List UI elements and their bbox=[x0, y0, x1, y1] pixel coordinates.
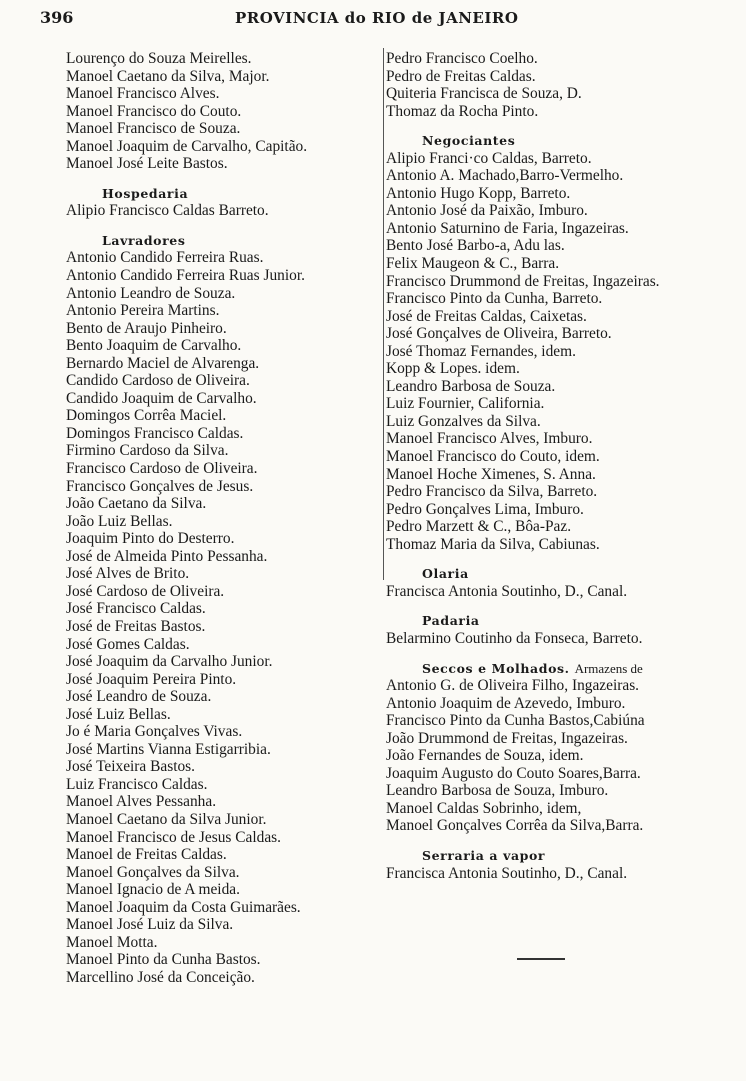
directory-entry: Candido Cardoso de Oliveira. bbox=[66, 372, 250, 390]
directory-entry: Domingos Francisco Caldas. bbox=[66, 424, 244, 442]
end-rule bbox=[517, 958, 565, 960]
directory-entry: Belarmino Coutinho da Fonseca, Barreto. bbox=[386, 629, 643, 647]
section-heading bbox=[386, 612, 716, 630]
section-heading-text: Padaria bbox=[422, 613, 480, 629]
directory-entry: José Gomes Caldas. bbox=[66, 635, 190, 653]
directory-entry: Luiz Gonzalves da Silva. bbox=[386, 412, 541, 430]
section-heading bbox=[386, 660, 716, 678]
directory-entry: João Luiz Bellas. bbox=[66, 512, 173, 530]
directory-entry: Francisca Antonia Soutinho, D., Canal. bbox=[386, 582, 628, 600]
directory-entry: Felix Maugeon & C., Barra. bbox=[386, 255, 560, 273]
directory-entry: Manoel Francisco Alves, Imburo. bbox=[386, 430, 593, 448]
directory-entry: José Joaquim da Carvalho Junior. bbox=[66, 653, 273, 671]
section-heading-text: Seccos e Molhados. bbox=[422, 660, 570, 676]
section-heading-text: Hospedaria bbox=[102, 185, 189, 201]
directory-entry: Manoel Joaquim da Costa Guimarães. bbox=[66, 898, 301, 916]
directory-entry: João Caetano da Silva. bbox=[66, 495, 207, 513]
section-heading bbox=[66, 185, 382, 203]
directory-entry: Candido Joaquim de Carvalho. bbox=[66, 389, 257, 407]
directory-entry: Firmino Cardoso da Silva. bbox=[66, 442, 229, 460]
directory-entry: José Alves de Brito. bbox=[66, 565, 190, 583]
directory-entry: Francisco Pinto da Cunha, Barreto. bbox=[386, 290, 603, 308]
directory-entry: Bernardo Maciel de Alvarenga. bbox=[66, 354, 260, 372]
directory-entry: Joaquim Augusto do Couto Soares,Barra. bbox=[386, 764, 641, 782]
directory-entry: Antonio Saturnino de Faria, Ingazeiras. bbox=[386, 219, 629, 237]
section-heading-text: Olaria bbox=[422, 566, 469, 582]
directory-entry: Francisca Antonia Soutinho, D., Canal. bbox=[386, 864, 628, 882]
directory-entry: Manoel Gonçalves Corrêa da Silva,Barra. bbox=[386, 817, 644, 835]
directory-entry: Francisco Gonçalves de Jesus. bbox=[66, 477, 254, 495]
directory-entry: José Luiz Bellas. bbox=[66, 705, 171, 723]
directory-entry: José de Almeida Pinto Pessanha. bbox=[66, 547, 268, 565]
directory-entry: Manoel Caetano da Silva Junior. bbox=[66, 810, 267, 828]
directory-entry: Pedro Francisco da Silva, Barreto. bbox=[386, 483, 598, 501]
directory-entry: Leandro Barbosa de Souza, Imburo. bbox=[386, 782, 609, 800]
directory-entry: José Francisco Caldas. bbox=[66, 600, 206, 618]
directory-entry: Manoel Francisco Alves. bbox=[66, 85, 220, 103]
directory-entry: Kopp & Lopes. idem. bbox=[386, 360, 520, 378]
section-heading-text: Lavradores bbox=[102, 232, 186, 248]
column-divider bbox=[383, 48, 384, 580]
directory-entry: Manoel José Luiz da Silva. bbox=[66, 916, 234, 934]
directory-entry: Manoel Caldas Sobrinho, idem, bbox=[386, 799, 582, 817]
directory-entry: Manoel Francisco do Couto, idem. bbox=[386, 448, 600, 466]
directory-entry: Antonio A. Machado,Barro-Vermelho. bbox=[386, 167, 624, 185]
directory-entry: Francisco Pinto da Cunha Bastos,Cabiúna bbox=[386, 712, 645, 730]
directory-entry: Manoel Pinto da Cunha Bastos. bbox=[66, 951, 261, 969]
directory-entry: Manoel Francisco do Couto. bbox=[66, 102, 242, 120]
directory-entry: Domingos Corrêa Maciel. bbox=[66, 407, 227, 425]
directory-entry: Manoel Caetano da Silva, Major. bbox=[66, 67, 270, 85]
directory-entry: Manoel Francisco de Jesus Caldas. bbox=[66, 828, 281, 846]
directory-entry: Bento de Araujo Pinheiro. bbox=[66, 319, 227, 337]
directory-entry: Bento José Barbo-a, Adu las. bbox=[386, 237, 565, 255]
directory-entry: Alipio Francisco Caldas Barreto. bbox=[66, 202, 269, 220]
directory-entry: Pedro de Freitas Caldas. bbox=[386, 67, 536, 85]
directory-entry: José Leandro de Souza. bbox=[66, 688, 212, 706]
directory-entry: Manoel Motta. bbox=[66, 933, 158, 951]
directory-entry: Manoel José Leite Bastos. bbox=[66, 155, 228, 173]
directory-entry: Antonio Hugo Kopp, Barreto. bbox=[386, 184, 571, 202]
directory-entry: Thomaz Maria da Silva, Cabiunas. bbox=[386, 535, 600, 553]
directory-entry: Quiteria Francisca de Souza, D. bbox=[386, 85, 582, 103]
section-heading bbox=[66, 232, 382, 250]
directory-entry: Lourenço do Souza Meirelles. bbox=[66, 50, 252, 67]
section-heading-extra: Armazens de bbox=[574, 660, 643, 676]
directory-entry: Pedro Marzett & C., Bôa-Paz. bbox=[386, 518, 572, 536]
page-number: 396 bbox=[40, 8, 74, 27]
directory-entry: Manoel Hoche Ximenes, S. Anna. bbox=[386, 465, 596, 483]
directory-entry: Alipio Franci·co Caldas, Barreto. bbox=[386, 149, 592, 167]
directory-entry: José Cardoso de Oliveira. bbox=[66, 582, 225, 600]
directory-entry: Antonio Joaquim de Azevedo, Imburo. bbox=[386, 694, 626, 712]
directory-entry: Manoel Ignacio de A meida. bbox=[66, 881, 240, 899]
directory-entry: Marcellino José da Conceição. bbox=[66, 968, 255, 986]
running-header bbox=[40, 8, 730, 32]
directory-entry: João Fernandes de Souza, idem. bbox=[386, 747, 584, 765]
section-heading bbox=[386, 132, 716, 150]
directory-entry: José Thomaz Fernandes, idem. bbox=[386, 342, 576, 360]
running-title: PROVINCIA do RIO de JANEIRO bbox=[235, 9, 519, 27]
directory-entry: Leandro Barbosa de Souza. bbox=[386, 377, 556, 395]
directory-entry: José Joaquim Pereira Pinto. bbox=[66, 670, 237, 688]
section-heading bbox=[386, 847, 716, 865]
right-column bbox=[386, 50, 716, 882]
directory-entry: Thomaz da Rocha Pinto. bbox=[386, 102, 539, 120]
directory-entry: Antonio G. de Oliveira Filho, Ingazeiras. bbox=[386, 677, 640, 695]
section-heading-text: Serraria a vapor bbox=[422, 847, 546, 863]
directory-entry: Luiz Fournier, California. bbox=[386, 395, 545, 413]
directory-entry: Antonio Candido Ferreira Ruas Junior. bbox=[66, 267, 305, 285]
directory-entry: José Martins Vianna Estigarribia. bbox=[66, 740, 271, 758]
directory-entry: Antonio Candido Ferreira Ruas. bbox=[66, 249, 264, 267]
directory-entry: Pedro Francisco Coelho. bbox=[386, 50, 538, 67]
directory-entry: José de Freitas Bastos. bbox=[66, 617, 206, 635]
directory-entry: Antonio Pereira Martins. bbox=[66, 302, 220, 320]
directory-entry: Manoel Gonçalves da Silva. bbox=[66, 863, 240, 881]
directory-entry: Manoel de Freitas Caldas. bbox=[66, 846, 227, 864]
directory-entry: Antonio José da Paixão, Imburo. bbox=[386, 202, 588, 220]
directory-entry: Joaquim Pinto do Desterro. bbox=[66, 530, 235, 548]
directory-entry: Jo é Maria Gonçalves Vivas. bbox=[66, 723, 243, 741]
section-heading bbox=[386, 565, 716, 583]
directory-entry: Francisco Drummond de Freitas, Ingazeiras. bbox=[386, 272, 660, 290]
directory-entry: Bento Joaquim de Carvalho. bbox=[66, 337, 242, 355]
left-column bbox=[66, 50, 382, 986]
directory-entry: Antonio Leandro de Souza. bbox=[66, 284, 236, 302]
section-heading-text: Negociantes bbox=[422, 133, 516, 149]
directory-entry: José Gonçalves de Oliveira, Barreto. bbox=[386, 325, 612, 343]
directory-entry: José de Freitas Caldas, Caixetas. bbox=[386, 307, 587, 325]
directory-entry: Francisco Cardoso de Oliveira. bbox=[66, 460, 258, 478]
directory-entry: João Drummond de Freitas, Ingazeiras. bbox=[386, 729, 628, 747]
directory-entry: Luiz Francisco Caldas. bbox=[66, 775, 208, 793]
directory-entry: Manoel Francisco de Souza. bbox=[66, 120, 241, 138]
directory-entry: Pedro Gonçalves Lima, Imburo. bbox=[386, 500, 584, 518]
directory-entry: Manoel Joaquim de Carvalho, Capitão. bbox=[66, 137, 308, 155]
directory-entry: José Teixeira Bastos. bbox=[66, 758, 196, 776]
directory-entry: Manoel Alves Pessanha. bbox=[66, 793, 217, 811]
